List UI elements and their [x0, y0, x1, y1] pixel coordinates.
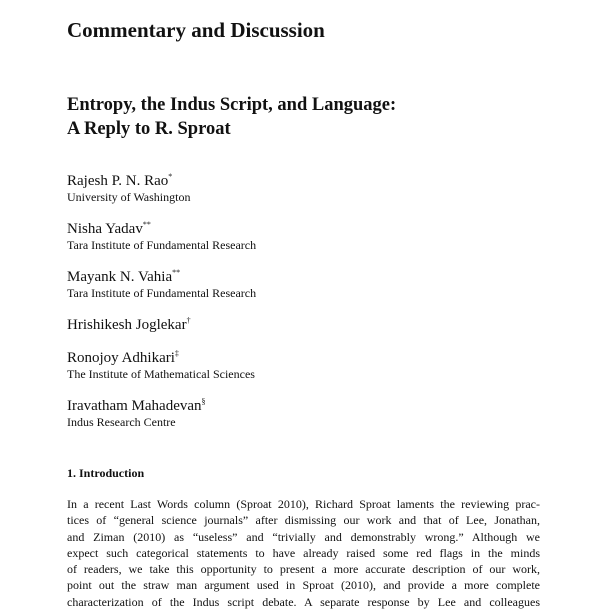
- section-heading: Commentary and Discussion: [67, 18, 325, 42]
- author-affiliation: Indus Research Centre: [67, 415, 176, 429]
- author-affiliation: Tara Institute of Fundamental Research: [67, 286, 257, 300]
- author-name: Rajesh P. N. Rao*: [67, 172, 173, 189]
- article-title-line-1: Entropy, the Indus Script, and Language:: [67, 95, 397, 115]
- introduction-heading: 1. Introduction: [67, 466, 145, 480]
- author-footnote-mark: ‡: [174, 349, 179, 358]
- paragraph-line: In a recent Last Words column (Sproat 2010), Richard Sproat laments the reviewing prac-: [67, 497, 540, 511]
- paragraph-line: and Ziman (2010) as “useless” and “trivially and demonstrably wrong.” Although we: [67, 529, 540, 544]
- author-name: Nisha Yadav**: [67, 220, 151, 237]
- author-affiliation: University of Washington: [67, 190, 191, 204]
- author-vahia: [67, 268, 256, 301]
- author-adhikari: [67, 349, 255, 382]
- author-footnote-mark: **: [142, 220, 151, 229]
- author-rao: [67, 172, 190, 205]
- paragraph-line: of readers, we take this opportunity to present a more accurate description of our work,: [67, 562, 540, 577]
- author-name: Hrishikesh Joglekar†: [67, 316, 191, 333]
- author-footnote-mark: *: [168, 172, 173, 181]
- author-yadav: [67, 220, 256, 253]
- author-mahadevan: [67, 397, 206, 430]
- author-joglekar: [67, 316, 191, 334]
- introduction-paragraph: [67, 496, 540, 610]
- author-footnote-mark: §: [201, 397, 206, 406]
- article-title-line-2: A Reply to R. Sproat: [67, 119, 231, 139]
- paragraph-line: tices of “general science journals” after dismissing our work and that of Lee, Jonathan,: [67, 513, 540, 528]
- paragraph-line: point out the straw man argument used in Sproat (2010), and provide a more complete: [67, 578, 540, 593]
- paragraph-line: expect such categorical statements to have already raised some red flags in the minds: [67, 545, 540, 560]
- author-name: Ronojoy Adhikari‡: [67, 349, 179, 366]
- author-footnote-mark: †: [186, 316, 191, 325]
- paragraph-line: characterization of the Indus script debate. A separate response by Lee and colleagues: [67, 594, 540, 609]
- author-footnote-mark: **: [172, 268, 181, 277]
- article-title: [67, 93, 396, 141]
- author-name: Iravatham Mahadevan§: [67, 397, 206, 414]
- author-name: Mayank N. Vahia**: [67, 268, 181, 285]
- author-affiliation: Tara Institute of Fundamental Research: [67, 238, 257, 252]
- author-affiliation: The Institute of Mathematical Sciences: [67, 367, 255, 381]
